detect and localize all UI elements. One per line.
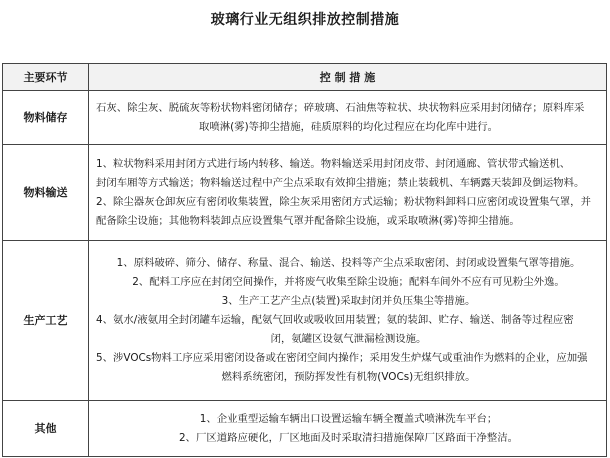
measure-line: 燃料系统密闭，预防挥发性有机物(VOCs)无组织排放。: [221, 371, 476, 383]
stage-cell: 物料储存: [3, 91, 89, 145]
measure-cell: [89, 401, 607, 457]
control-measures-table: [2, 63, 607, 457]
measure-line: 2、除尘器灰仓卸灰应有密闭收集装置，除尘灰采用密闭方式运输；粉状物料卸料口应密闭或设置集气罩，并: [96, 195, 591, 208]
measure-cell: [89, 145, 607, 241]
measure-line: 1、企业重型运输车辆出口设置运输车辆全覆盖式喷淋洗车平台；: [199, 412, 498, 425]
measure-line: 封闭车厢等方式输送；物料输送过程中产尘点采取有效抑尘措施；禁止装载机、车辆露天装卸及倒运物料。: [96, 176, 585, 189]
measure-line: 1、原料破碎、筛分、储存、称量、混合、输送、投料等产尘点采取密闭、封闭或设置集气罩等措施。: [116, 257, 581, 269]
table-row: [3, 91, 607, 145]
table-row: [3, 401, 607, 457]
measure-cell: [89, 241, 607, 401]
measure-line: 石灰、除尘灰、脱硫灰等粉状物料密闭储存；碎玻璃、石油焦等粒状、块状物料应采用封闭储存；原料库采: [96, 101, 585, 114]
measure-line: 配备除尘设施；其他物料装卸点应设置集气罩并配备除尘设施，或采取喷淋(雾)等抑尘措施。: [96, 214, 520, 227]
table-header-row: [3, 64, 607, 91]
measure-line: 3、生产工艺产尘点(装置)采取封闭并负压集尘等措施。: [221, 295, 476, 307]
page-title: 玻璃行业无组织排放控制措施: [210, 12, 400, 28]
stage-cell: 生产工艺: [3, 241, 89, 401]
measure-cell: [89, 91, 607, 145]
header-measures: 控 制 措 施: [89, 64, 607, 91]
table-row: [3, 241, 607, 401]
stage-cell: 其他: [3, 401, 89, 457]
measure-line: 2、配料工序应在封闭空间操作，并将废气收集至除尘设施；配料车间外不应有可见粉尘外逸。: [132, 276, 565, 288]
table-row: [3, 145, 607, 241]
measure-line: 取喷淋(雾)等抑尘措施，硅质原料的均化过程应在均化库中进行。: [198, 120, 499, 133]
measure-line: 2、厂区道路应硬化，厂区地面及时采取清扫措施保障厂区路面干净整洁。: [178, 431, 519, 444]
measure-line: 4、氨水/液氨用全封闭罐车运输，配氨气回收或吸收回用装置；氨的装卸、贮存、输送、制备等过程应密: [96, 314, 574, 326]
measure-line: 5、涉VOCs物料工序应采用密闭设备或在密闭空间内操作；采用发生炉煤气或重油作为燃料的企业，应加强: [96, 352, 588, 364]
measure-line: 闭，氨罐区设氨气泄漏检测设施。: [270, 333, 427, 345]
stage-cell: 物料输送: [3, 145, 89, 241]
header-stage: 主要环节: [3, 64, 89, 91]
measure-line: 1、粒状物料采用封闭方式进行场内转移、输送。物料输送采用封闭皮带、封闭通廊、管状带式输送机、: [96, 157, 571, 170]
